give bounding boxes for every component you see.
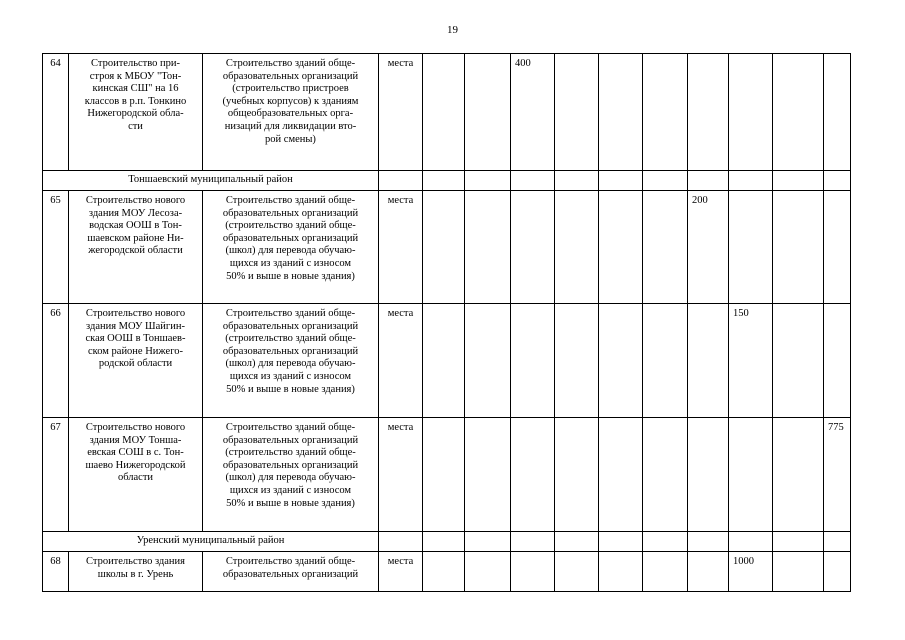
object-name: Строительство нового здания МОУ Шайгин- ская ООШ в Тоншаев- ском районе Нижего- родской области bbox=[69, 304, 203, 418]
value-cell bbox=[643, 552, 688, 592]
item-row bbox=[43, 191, 851, 304]
value-cell bbox=[511, 552, 555, 592]
object-name: Строительство здания школы в г. Урень bbox=[69, 552, 203, 592]
empty-cell bbox=[465, 532, 511, 552]
empty-cell bbox=[599, 532, 643, 552]
item-row bbox=[43, 54, 851, 171]
value-cell: 150 bbox=[729, 304, 773, 418]
empty-cell bbox=[643, 171, 688, 191]
value-cell bbox=[773, 552, 824, 592]
empty-cell bbox=[555, 532, 599, 552]
value-cell bbox=[555, 552, 599, 592]
empty-cell bbox=[729, 171, 773, 191]
empty-cell bbox=[824, 171, 851, 191]
value-cell bbox=[599, 418, 643, 532]
unit-cell: места bbox=[379, 418, 423, 532]
empty-cell bbox=[555, 171, 599, 191]
unit-cell: места bbox=[379, 552, 423, 592]
value-cell bbox=[599, 54, 643, 171]
event-description: Строительство зданий обще- образовательных организаций bbox=[203, 552, 379, 592]
value-cell bbox=[465, 418, 511, 532]
value-cell bbox=[824, 191, 851, 304]
unit-cell: места bbox=[379, 304, 423, 418]
event-description: Строительство зданий обще- образовательных организаций (строительство пристроев (учебных корпусов) к зданиям общеобразовательных орга- низаций для ликвидации вто- рой смены) bbox=[203, 54, 379, 171]
value-cell bbox=[599, 191, 643, 304]
empty-cell bbox=[511, 171, 555, 191]
empty-cell bbox=[465, 171, 511, 191]
row-number: 65 bbox=[43, 191, 69, 304]
empty-cell bbox=[423, 171, 465, 191]
value-cell bbox=[824, 552, 851, 592]
value-cell: 400 bbox=[511, 54, 555, 171]
value-cell bbox=[688, 418, 729, 532]
value-cell bbox=[773, 54, 824, 171]
value-cell bbox=[555, 54, 599, 171]
section-row bbox=[43, 532, 851, 552]
table-body bbox=[43, 54, 851, 592]
value-cell bbox=[511, 418, 555, 532]
section-row bbox=[43, 171, 851, 191]
event-description: Строительство зданий обще- образовательных организаций (строительство зданий обще- образовательных организаций (школ) для перевода обучаю- щихся из зданий с износом 50% и выше в новые здания) bbox=[203, 418, 379, 532]
value-cell bbox=[773, 191, 824, 304]
value-cell: 775 bbox=[824, 418, 851, 532]
event-description: Строительство зданий обще- образовательных организаций (строительство зданий обще- образовательных организаций (школ) для перевода обучаю- щихся из зданий с износом 50% и выше в новые здания) bbox=[203, 191, 379, 304]
value-cell bbox=[599, 304, 643, 418]
value-cell bbox=[824, 54, 851, 171]
row-number: 64 bbox=[43, 54, 69, 171]
item-row bbox=[43, 304, 851, 418]
value-cell bbox=[643, 304, 688, 418]
value-cell bbox=[599, 552, 643, 592]
value-cell: 1000 bbox=[729, 552, 773, 592]
value-cell bbox=[643, 418, 688, 532]
value-cell bbox=[773, 304, 824, 418]
object-name: Строительство нового здания МОУ Лесоза- водская ООШ в Тон- шаевском районе Ни- жегородской области bbox=[69, 191, 203, 304]
row-number: 67 bbox=[43, 418, 69, 532]
empty-cell bbox=[729, 532, 773, 552]
value-cell bbox=[423, 418, 465, 532]
value-cell bbox=[688, 304, 729, 418]
item-row bbox=[43, 418, 851, 532]
section-title: Тоншаевский муниципальный район bbox=[43, 171, 379, 191]
row-number: 68 bbox=[43, 552, 69, 592]
value-cell bbox=[555, 191, 599, 304]
object-name: Строительство при- строя к МБОУ "Тон- кинская СШ" на 16 классов в р.п. Тонкино Нижегородской обла- сти bbox=[69, 54, 203, 171]
value-cell bbox=[729, 418, 773, 532]
empty-cell bbox=[688, 532, 729, 552]
empty-cell bbox=[824, 532, 851, 552]
item-row bbox=[43, 552, 851, 592]
value-cell bbox=[465, 304, 511, 418]
section-title: Уренский муниципальный район bbox=[43, 532, 379, 552]
empty-cell bbox=[688, 171, 729, 191]
value-cell bbox=[423, 304, 465, 418]
value-cell bbox=[511, 304, 555, 418]
empty-cell bbox=[511, 532, 555, 552]
value-cell bbox=[423, 54, 465, 171]
empty-cell bbox=[773, 532, 824, 552]
empty-cell bbox=[379, 532, 423, 552]
value-cell bbox=[511, 191, 555, 304]
unit-cell: места bbox=[379, 191, 423, 304]
page-number: 19 bbox=[447, 24, 458, 36]
object-name: Строительство нового здания МОУ Тонша- евская СОШ в с. Тон- шаево Нижегородской области bbox=[69, 418, 203, 532]
value-cell bbox=[824, 304, 851, 418]
event-description: Строительство зданий обще- образовательных организаций (строительство зданий обще- образовательных организаций (школ) для перевода обучаю- щихся из зданий с износом 50% и выше в новые здания) bbox=[203, 304, 379, 418]
row-number: 66 bbox=[43, 304, 69, 418]
value-cell bbox=[465, 552, 511, 592]
empty-cell bbox=[599, 171, 643, 191]
empty-cell bbox=[773, 171, 824, 191]
value-cell bbox=[773, 418, 824, 532]
value-cell bbox=[555, 304, 599, 418]
value-cell bbox=[555, 418, 599, 532]
value-cell bbox=[729, 54, 773, 171]
value-cell bbox=[643, 191, 688, 304]
unit-cell: места bbox=[379, 54, 423, 171]
value-cell bbox=[688, 552, 729, 592]
value-cell bbox=[729, 191, 773, 304]
empty-cell bbox=[379, 171, 423, 191]
value-cell bbox=[688, 54, 729, 171]
value-cell bbox=[423, 552, 465, 592]
value-cell bbox=[465, 54, 511, 171]
value-cell bbox=[643, 54, 688, 171]
program-table bbox=[42, 53, 851, 592]
empty-cell bbox=[643, 532, 688, 552]
value-cell: 200 bbox=[688, 191, 729, 304]
value-cell bbox=[465, 191, 511, 304]
value-cell bbox=[423, 191, 465, 304]
empty-cell bbox=[423, 532, 465, 552]
